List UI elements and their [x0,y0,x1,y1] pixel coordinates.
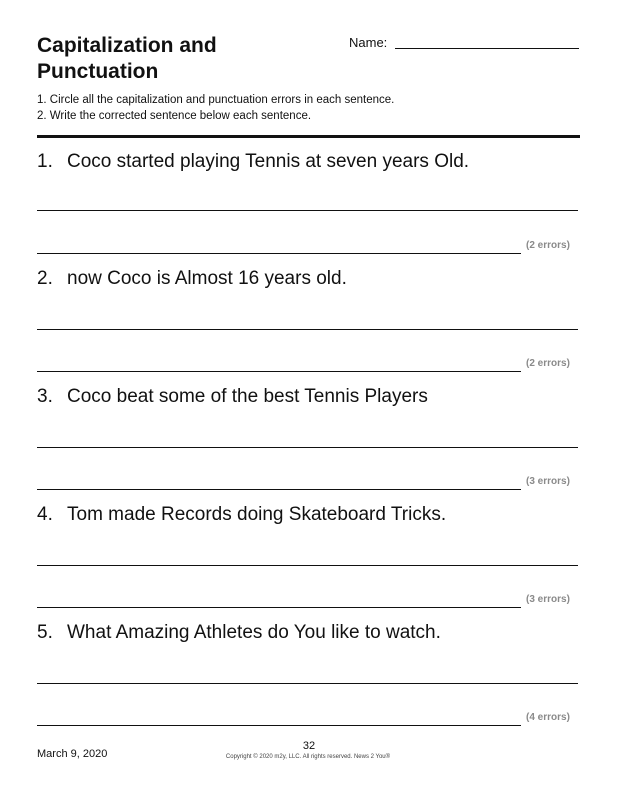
question-sentence: now Coco is Almost 16 years old. [67,268,347,289]
name-write-line[interactable] [395,48,579,49]
question-number: 1. [37,151,53,172]
instruction-2: 2. Write the corrected sentence below each sentence. [37,110,312,122]
title-line-2: Punctuation [37,60,159,83]
error-count: (3 errors) [526,476,570,487]
question-5 [37,621,441,645]
answer-line[interactable] [37,725,521,726]
question-number: 4. [37,504,53,525]
worksheet-title [37,33,337,85]
instruction-1: 1. Circle all the capitalization and punctuation errors in each sentence. [37,94,395,106]
question-sentence: Coco started playing Tennis at seven years Old. [67,151,470,172]
copyright-notice: Copyright © 2020 m2y, LLC. All rights reserved. News 2 You® [225,754,391,760]
answer-line[interactable] [37,253,521,254]
question-number: 3. [37,386,53,407]
question-1 [37,150,469,174]
name-label: Name: [349,35,388,50]
answer-line[interactable] [37,371,521,372]
answer-line[interactable] [37,329,578,330]
question-4 [37,503,446,527]
name-field[interactable] [349,35,579,55]
instructions [37,92,394,124]
answer-line[interactable] [37,489,521,490]
question-number: 5. [37,622,53,643]
answer-line[interactable] [37,447,578,448]
error-count: (2 errors) [526,240,570,251]
page-number: 32 [302,740,316,752]
question-number: 2. [37,268,53,289]
error-count: (3 errors) [526,594,570,605]
answer-line[interactable] [37,683,578,684]
title-line-1: Capitalization and [37,34,217,57]
error-count: (2 errors) [526,358,570,369]
error-count: (4 errors) [526,712,570,723]
question-2 [37,267,347,291]
question-3 [37,385,428,409]
footer-date: March 9, 2020 [37,748,108,760]
answer-line[interactable] [37,565,578,566]
answer-line[interactable] [37,607,521,608]
question-sentence: Tom made Records doing Skateboard Tricks. [67,504,447,525]
header-divider [37,135,580,138]
question-sentence: Coco beat some of the best Tennis Players [67,386,428,407]
answer-line[interactable] [37,210,578,211]
question-sentence: What Amazing Athletes do You like to watch. [67,622,441,643]
